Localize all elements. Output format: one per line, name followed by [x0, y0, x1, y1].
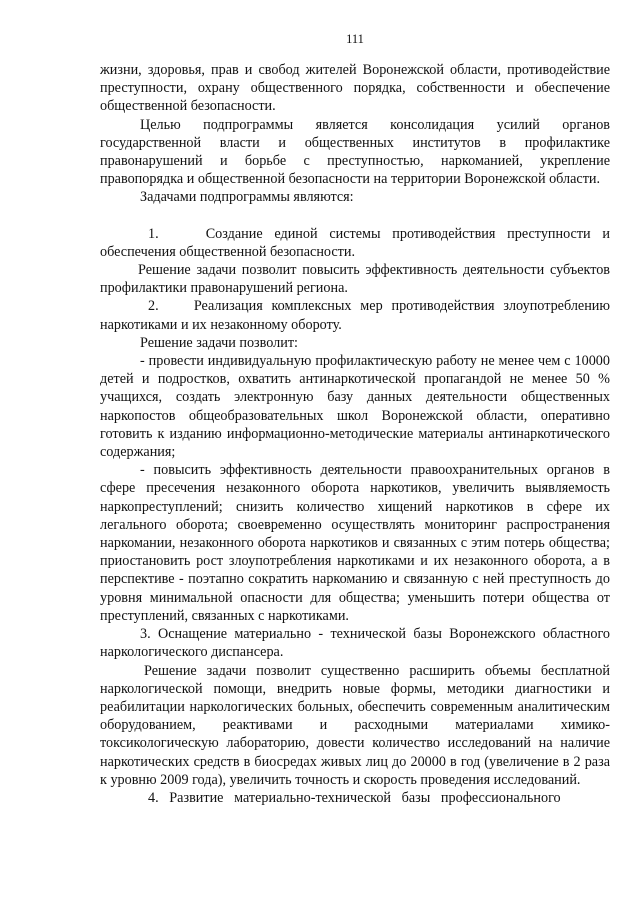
- paragraph-bullet-prevention: - провести индивидуальную профилактическую работу не менее чем с 10000 детей и подростков, охватить антинаркотической пропагандой не менее 50 % учащихся, создать электронную базу данных деятельности общественных наркопостов общеобразовательных школ Воронежской области, оперативно готовить к изданию информационно-методические материалы антинаркотического содержания;: [100, 353, 610, 461]
- paragraph-tasks-heading: Задачами подпрограммы являются:: [140, 189, 354, 206]
- document-body: [100, 61, 610, 807]
- page-number: 111: [346, 32, 364, 46]
- paragraph-bullet-law-enforcement: - повысить эффективность деятельности правоохранительных органов в сфере пресечения незаконного оборота наркотиков, увеличить выявляемость наркопреступлений; снизить количество хищений наркотиков в сфере их легального оборота; своевременно осуществлять мониторинг распространения наркомании, незаконного оборота наркотиков и связанных с этим потерь общества; приостановить рост злоупотребления наркотиками и их незаконного оборота, а в перспективе - поэтапно сократить наркоманию и связанную с ней преступность до уровня минимальной опасности для общества; уменьшить потери общества от преступлений, связанных с наркотиками.: [100, 462, 610, 624]
- paragraph-task-1: 1. Создание единой системы противодействия преступности и обеспечения общественной безопасности.: [100, 225, 610, 260]
- paragraph-task-2-solution: Решение задачи позволит:: [140, 334, 298, 351]
- paragraph-task-3: 3. Оснащение материально - технической базы Воронежского областного наркологического диспансера.: [100, 626, 610, 661]
- paragraph-task-3-solution: Решение задачи позволит существенно расширить объемы бесплатной наркологической помощи, внедрить новые формы, методики диагностики и реабилитации наркологических больных, обеспечить современным аналитическим оборудованием, реактивами и расходными материалами химико-токсикологическую лабораторию, довести количество исследований на наличие наркотических средств в биосредах живых лиц до 20000 в год (увеличение в 2 раза к уровню 2009 года), увеличить точность и скорость проведения исследований.: [100, 662, 610, 788]
- paragraph-task-2: 2. Реализация комплексных мер противодействия злоупотреблению наркотиками и их незаконному обороту.: [100, 298, 610, 333]
- paragraph-task-1-solution: Решение задачи позволит повысить эффективность деятельности субъектов профилактики правонарушений региона.: [100, 262, 610, 297]
- paragraph-task-4: 4. Развитие материально-технической базы профессионального: [148, 789, 561, 806]
- paragraph-goal: Целью подпрограммы является консолидация усилий органов государственной власти и общественных институтов в профилактике правонарушений и борьбе с преступностью, наркоманией, укрепление правопорядка и общественной безопасности на территории Воронежской области.: [100, 116, 610, 188]
- paragraph-continuation: жизни, здоровья, прав и свобод жителей Воронежской области, противодействие преступности, охрану общественного порядка, собственности и обеспечение общественной безопасности.: [100, 62, 610, 115]
- blank-line: [100, 207, 610, 225]
